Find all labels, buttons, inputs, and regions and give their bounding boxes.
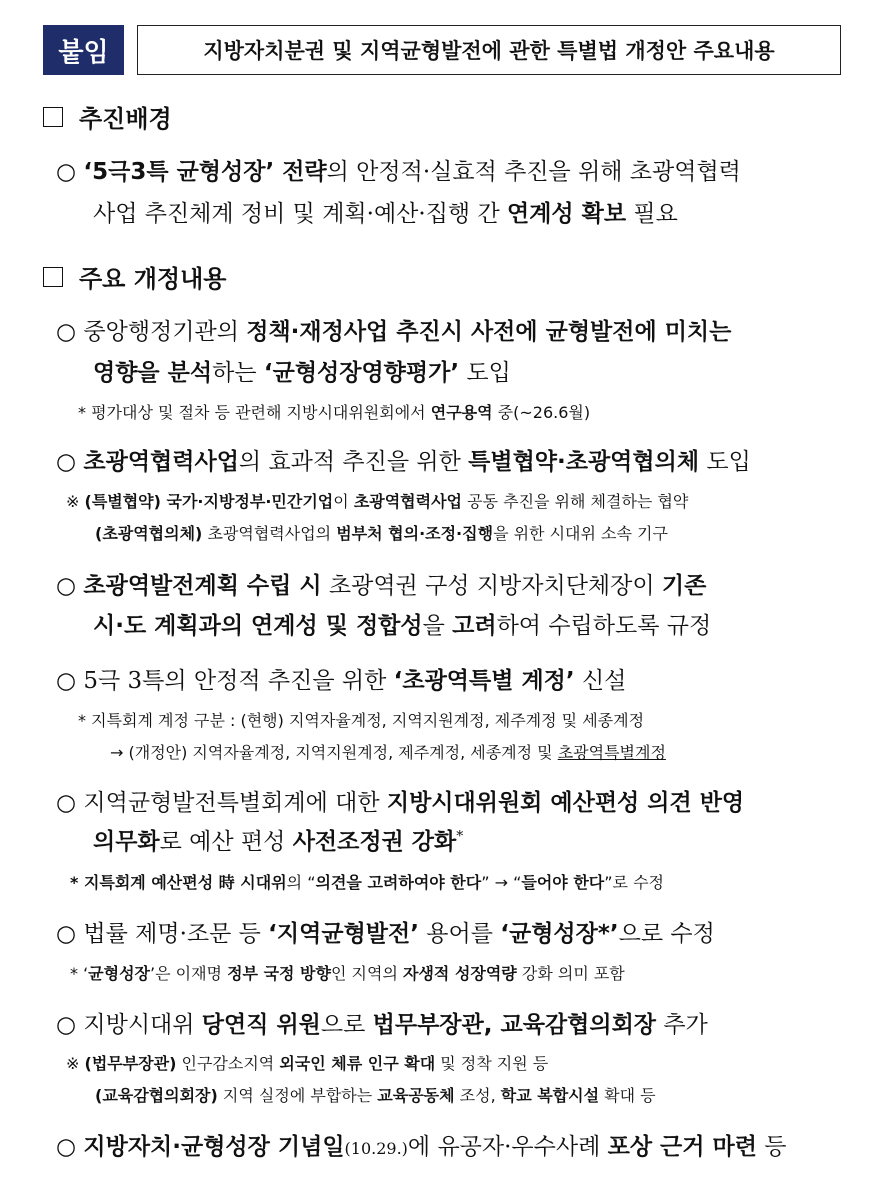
item-budget-opinion-line2: 의무화로 예산 편성 사전조정권 강화* (93, 828, 464, 855)
note-terminology: * ‘균형성장’은 이재명 정부 국정 방향인 지역의 자생적 성장역량 강화 의미 포함 (70, 964, 625, 983)
checkbox-square-icon (43, 267, 63, 287)
item-impact-assessment-line2: 영향을 분석하는 ‘균형성장영향평가’ 도입 (93, 360, 511, 386)
note-justice-minister: ※ (법무부장관) 인구감소지역 외국인 체류 인구 확대 및 정착 지원 등 (66, 1054, 549, 1073)
note-budget-opinion: * 지특회계 예산편성 時 시대위의 “의견을 고려하여야 한다” → “들어야 한다”로 수정 (70, 873, 664, 892)
checkbox-square-icon (43, 107, 63, 127)
note-mega-council: (초광역협의체) 초광역협력사업의 범부처 협의·조정·집행을 위한 시대위 소속 기구 (95, 524, 668, 543)
item-budget-opinion-line1: ○ 지역균형발전특별회계에 대한 지방시대위원회 예산편성 의견 반영 (56, 790, 745, 816)
note-special-agreement: ※ (특별협약) 국가·지방정부·민간기업이 초광역협력사업 공동 추진을 위해 체결하는 협약 (66, 492, 689, 511)
page-title: 지방자치분권 및 지역균형발전에 관한 특별법 개정안 주요내용 (137, 25, 841, 75)
note-education-council: (교육감협의회장) 지역 실정에 부합하는 교육공동체 조성, 학교 복합시설 확대 등 (95, 1086, 656, 1105)
item-terminology: ○ 법률 제명·조문 등 ‘지역균형발전’ 용어를 ‘균형성장*’으로 수정 (56, 921, 715, 947)
section-heading-main-changes: 주요 개정내용 (43, 259, 226, 294)
item-development-plan-line2: 시·도 계획과의 연계성 및 정합성을 고려하여 수립하도록 규정 (93, 613, 712, 639)
item-memorial-day: ○ 지방자치·균형성장 기념일(10.29.)에 유공자·우수사례 포상 근거 마련 등 (56, 1134, 787, 1160)
paragraph-background-line1: ○ ‘5극3특 균형성장’ 전략의 안정적·실효적 추진을 위해 초광역협력 (56, 159, 741, 185)
note-research-service: * 평가대상 및 절차 등 관련해 지방시대위원회에서 연구용역 중(~26.6월) (78, 403, 591, 422)
attachment-badge: 붙임 (43, 25, 124, 75)
item-committee-members: ○ 지방시대위 당연직 위원으로 법무부장관, 교육감협의회장 추가 (56, 1012, 708, 1038)
item-impact-assessment-line1: ○ 중앙행정기관의 정책·재정사업 추진시 사전에 균형발전에 미치는 (56, 319, 732, 345)
item-development-plan-line1: ○ 초광역발전계획 수립 시 초광역권 구성 지방자치단체장이 기존 (56, 573, 707, 599)
item-special-account: ○ 5극 3특의 안정적 추진을 위한 ‘초광역특별 계정’ 신설 (56, 668, 627, 694)
note-account-revised: → (개정안) 지역자율계정, 지역지원계정, 제주계정, 세종계정 및 초광역특별계정 (110, 743, 666, 762)
paragraph-background-line2: 사업 추진체계 정비 및 계획·예산·집행 간 연계성 확보 필요 (93, 201, 678, 227)
item-special-agreement: ○ 초광역협력사업의 효과적 추진을 위한 특별협약·초광역협의체 도입 (56, 449, 751, 475)
section-heading-background: 추진배경 (43, 99, 172, 134)
note-account-current: * 지특회계 계정 구분 : (현행) 지역자율계정, 지역지원계정, 제주계정 및 세종계정 (78, 711, 645, 730)
